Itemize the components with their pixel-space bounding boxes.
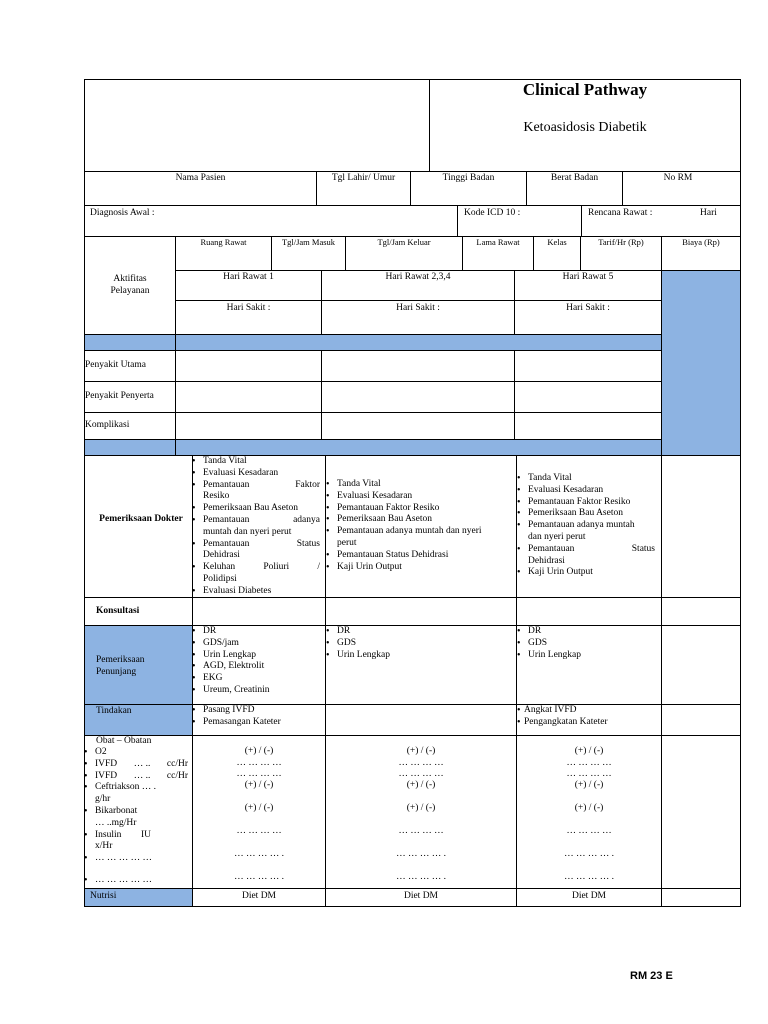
list-item: • AGD, Elektrolit xyxy=(192,661,320,673)
blue-band-2 xyxy=(84,440,661,455)
nutrisi-day2: Diet DM xyxy=(403,891,439,901)
grid-line xyxy=(321,350,322,440)
grid-line xyxy=(175,270,741,271)
tindakan-list-day1 xyxy=(192,705,320,729)
list-item: • Pemantauan Status Dehidrasi xyxy=(326,550,512,562)
label-komplikasi: Komplikasi xyxy=(85,420,130,430)
header-kelas: Kelas xyxy=(547,237,567,247)
list-item: • DR xyxy=(517,626,655,638)
penunjang-list-day2 xyxy=(326,626,512,661)
label-rencana-rawat: Rencana Rawat : xyxy=(588,208,653,218)
list-item: • Ceftriakson … . g/hr xyxy=(84,782,188,806)
list-item: • DR xyxy=(326,626,512,638)
label-nutrisi: Nutrisi xyxy=(90,891,117,901)
list-item: • Insulin IU x/Hr xyxy=(84,830,188,854)
header-ruang-rawat: Ruang Rawat xyxy=(200,237,247,247)
list-item: • Pemasangan Kateter xyxy=(192,717,320,729)
nutrisi-day3: Diet DM xyxy=(571,891,607,901)
obat-cell: (+) / (-) xyxy=(244,780,274,790)
obat-cell: … … … … xyxy=(236,758,282,768)
list-item: • Kaji Urin Output xyxy=(326,562,512,574)
list-item: • Pemantauan Status Dehidrasi xyxy=(192,539,320,563)
list-item: • Kaji Urin Output xyxy=(517,567,655,579)
label-konsultasi: Konsultasi xyxy=(96,606,140,616)
form-code: RM 23 E xyxy=(630,970,673,982)
label-tinggi-badan: Tinggi Badan xyxy=(442,173,495,183)
grid-line xyxy=(84,888,741,889)
label-aktifitas-pelayanan: Aktifitas Pelayanan xyxy=(110,274,150,296)
obat-cell: (+) / (-) xyxy=(406,780,436,790)
obat-cell: … … … … xyxy=(398,769,444,779)
grid-line xyxy=(457,205,458,236)
list-item: • Pemantauan Faktor Resiko xyxy=(192,480,320,504)
dokter-list-day2 xyxy=(326,479,512,573)
grid-line xyxy=(661,455,662,907)
day-header-2: Hari Rawat 2,3,4 xyxy=(385,272,451,282)
list-item: • Pasang IVFD xyxy=(192,705,320,717)
obat-cell: … … … … xyxy=(398,826,444,836)
grid-line xyxy=(84,412,661,413)
label-nama-pasien: Nama Pasien xyxy=(175,173,226,183)
list-item: • Urin Lengkap xyxy=(192,650,320,662)
form-title: Clinical Pathway xyxy=(522,80,648,99)
obat-cell: … … … … xyxy=(398,758,444,768)
nutrisi-day1: Diet DM xyxy=(241,891,277,901)
list-item: • Pemantauan adanya muntah dan nyeri perut xyxy=(517,520,655,544)
label-berat-badan: Berat Badan xyxy=(550,173,599,183)
list-item: • Pemeriksaan Bau Aseton xyxy=(192,503,320,515)
list-item: • … … … … … xyxy=(84,875,188,887)
obat-list xyxy=(84,747,188,887)
grid-line xyxy=(84,439,661,440)
grid-line xyxy=(84,906,741,907)
obat-cell: … … … … xyxy=(566,758,612,768)
grid-line xyxy=(84,455,741,456)
obat-cell: … … … … . xyxy=(396,849,446,859)
grid-line xyxy=(84,735,741,736)
grid-line xyxy=(84,381,661,382)
list-item: • Pemeriksaan Bau Aseton xyxy=(517,508,655,520)
penunjang-list-day3 xyxy=(517,626,655,661)
penunjang-list-day1 xyxy=(192,626,320,697)
list-item: • DR xyxy=(192,626,320,638)
grid-line xyxy=(84,350,661,351)
list-item: • GDS/jam xyxy=(192,638,320,650)
hari-sakit-3: Hari Sakit : xyxy=(566,303,610,313)
obat-cell: … … … … xyxy=(236,769,282,779)
grid-line xyxy=(661,236,662,455)
list-item: • Tanda Vital xyxy=(192,456,320,468)
obat-cell: … … … … . xyxy=(234,872,284,882)
list-item: • Pemantauan Status Dehidrasi xyxy=(517,544,655,568)
list-item: • Urin Lengkap xyxy=(326,650,512,662)
grid-line xyxy=(581,205,582,236)
header-biaya: Biaya (Rp) xyxy=(682,237,720,247)
header-tgl-masuk: Tgl/Jam Masuk xyxy=(281,237,336,247)
label-no-rm: No RM xyxy=(663,173,693,183)
obat-cell: (+) / (-) xyxy=(406,746,436,756)
label-tindakan: Tindakan xyxy=(96,706,132,716)
list-item: • Angkat IVFD xyxy=(517,705,655,717)
grid-line xyxy=(175,236,176,455)
obat-cell: (+) / (-) xyxy=(574,780,604,790)
list-item: • Pemantauan Faktor Resiko xyxy=(326,503,512,515)
list-item: • Ureum, Creatinin xyxy=(192,685,320,697)
label-penyakit-utama: Penyakit Utama xyxy=(85,360,146,370)
obat-cell: … … … … . xyxy=(564,872,614,882)
label-diagnosis-awal: Diagnosis Awal : xyxy=(90,208,155,218)
label-tgl-lahir: Tgl Lahir/ Umur xyxy=(331,173,396,183)
obat-cell: (+) / (-) xyxy=(406,803,436,813)
day-header-1: Hari Rawat 1 xyxy=(223,272,274,282)
label-penyakit-penyerta: Penyakit Penyerta xyxy=(85,391,154,401)
header-tarif: Tarif/Hr (Rp) xyxy=(598,237,644,247)
obat-cell: (+) / (-) xyxy=(574,803,604,813)
grid-line xyxy=(175,300,661,301)
list-item: • Pemantauan adanya muntah dan nyeri perut xyxy=(192,515,320,539)
obat-cell: … … … … . xyxy=(396,872,446,882)
day-header-3: Hari Rawat 5 xyxy=(562,272,614,282)
label-pemeriksaan-penunjang: Pemeriksaan Penunjang xyxy=(96,655,145,677)
list-item: • Evaluasi Kesadaran xyxy=(326,491,512,503)
form-subtitle: Ketoasidosis Diabetik xyxy=(523,120,647,135)
label-obat-obatan: Obat – Obatan xyxy=(96,736,152,746)
list-item: • Urin Lengkap xyxy=(517,650,655,662)
list-item: • Evaluasi Diabetes xyxy=(192,586,320,598)
list-item: • Evaluasi Kesadaran xyxy=(192,468,320,480)
blue-band-1 xyxy=(84,335,661,350)
hari-sakit-1: Hari Sakit : xyxy=(226,303,271,313)
label-hari: Hari xyxy=(700,208,717,218)
grid-line xyxy=(84,334,661,335)
list-item: • Bikarbonat … ..mg/Hr xyxy=(84,806,188,830)
obat-cell: (+) / (-) xyxy=(244,803,274,813)
dokter-list-day3 xyxy=(517,473,655,579)
grid-line xyxy=(84,171,741,172)
obat-cell: … … … … xyxy=(236,826,282,836)
list-item: • Tanda Vital xyxy=(517,473,655,485)
list-item: • Pemantauan Faktor Resiko xyxy=(517,497,655,509)
list-item: • IVFD … .. cc/Hr xyxy=(84,771,188,783)
obat-cell: (+) / (-) xyxy=(244,746,274,756)
obat-cell: … … … … . xyxy=(234,849,284,859)
list-item: • Pemeriksaan Bau Aseton xyxy=(326,514,512,526)
list-item: • Pengangkatan Kateter xyxy=(517,717,655,729)
grid-line xyxy=(84,205,741,206)
hari-sakit-2: Hari Sakit : xyxy=(396,303,440,313)
grid-line xyxy=(740,79,741,907)
list-item: • EKG xyxy=(192,673,320,685)
list-item: • O2 xyxy=(84,747,188,759)
list-item: • Evaluasi Kesadaran xyxy=(517,485,655,497)
list-item: • … … … … … xyxy=(84,853,188,865)
grid-line xyxy=(514,350,515,440)
tindakan-list-day3 xyxy=(517,705,655,729)
list-item: • GDS xyxy=(326,638,512,650)
header-tgl-keluar: Tgl/Jam Keluar xyxy=(377,237,431,247)
obat-cell: … … … … . xyxy=(564,849,614,859)
grid-line xyxy=(84,597,741,598)
list-item: • Pemantauan adanya muntah dan nyeri perut xyxy=(326,526,512,550)
obat-cell: (+) / (-) xyxy=(574,746,604,756)
header-lama-rawat: Lama Rawat xyxy=(476,237,520,247)
label-kode-icd: Kode ICD 10 : xyxy=(464,208,521,218)
label-pemeriksaan-dokter: Pemeriksaan Dokter xyxy=(99,514,183,524)
list-item: • Tanda Vital xyxy=(326,479,512,491)
summary-blue-column xyxy=(661,271,741,455)
list-item: • GDS xyxy=(517,638,655,650)
list-item: • Keluhan Poliuri / Polidipsi xyxy=(192,562,320,586)
obat-cell: … … … … xyxy=(566,769,612,779)
list-item: • IVFD … .. cc/Hr xyxy=(84,759,188,771)
obat-cell: … … … … xyxy=(566,826,612,836)
dokter-list-day1 xyxy=(192,456,320,598)
